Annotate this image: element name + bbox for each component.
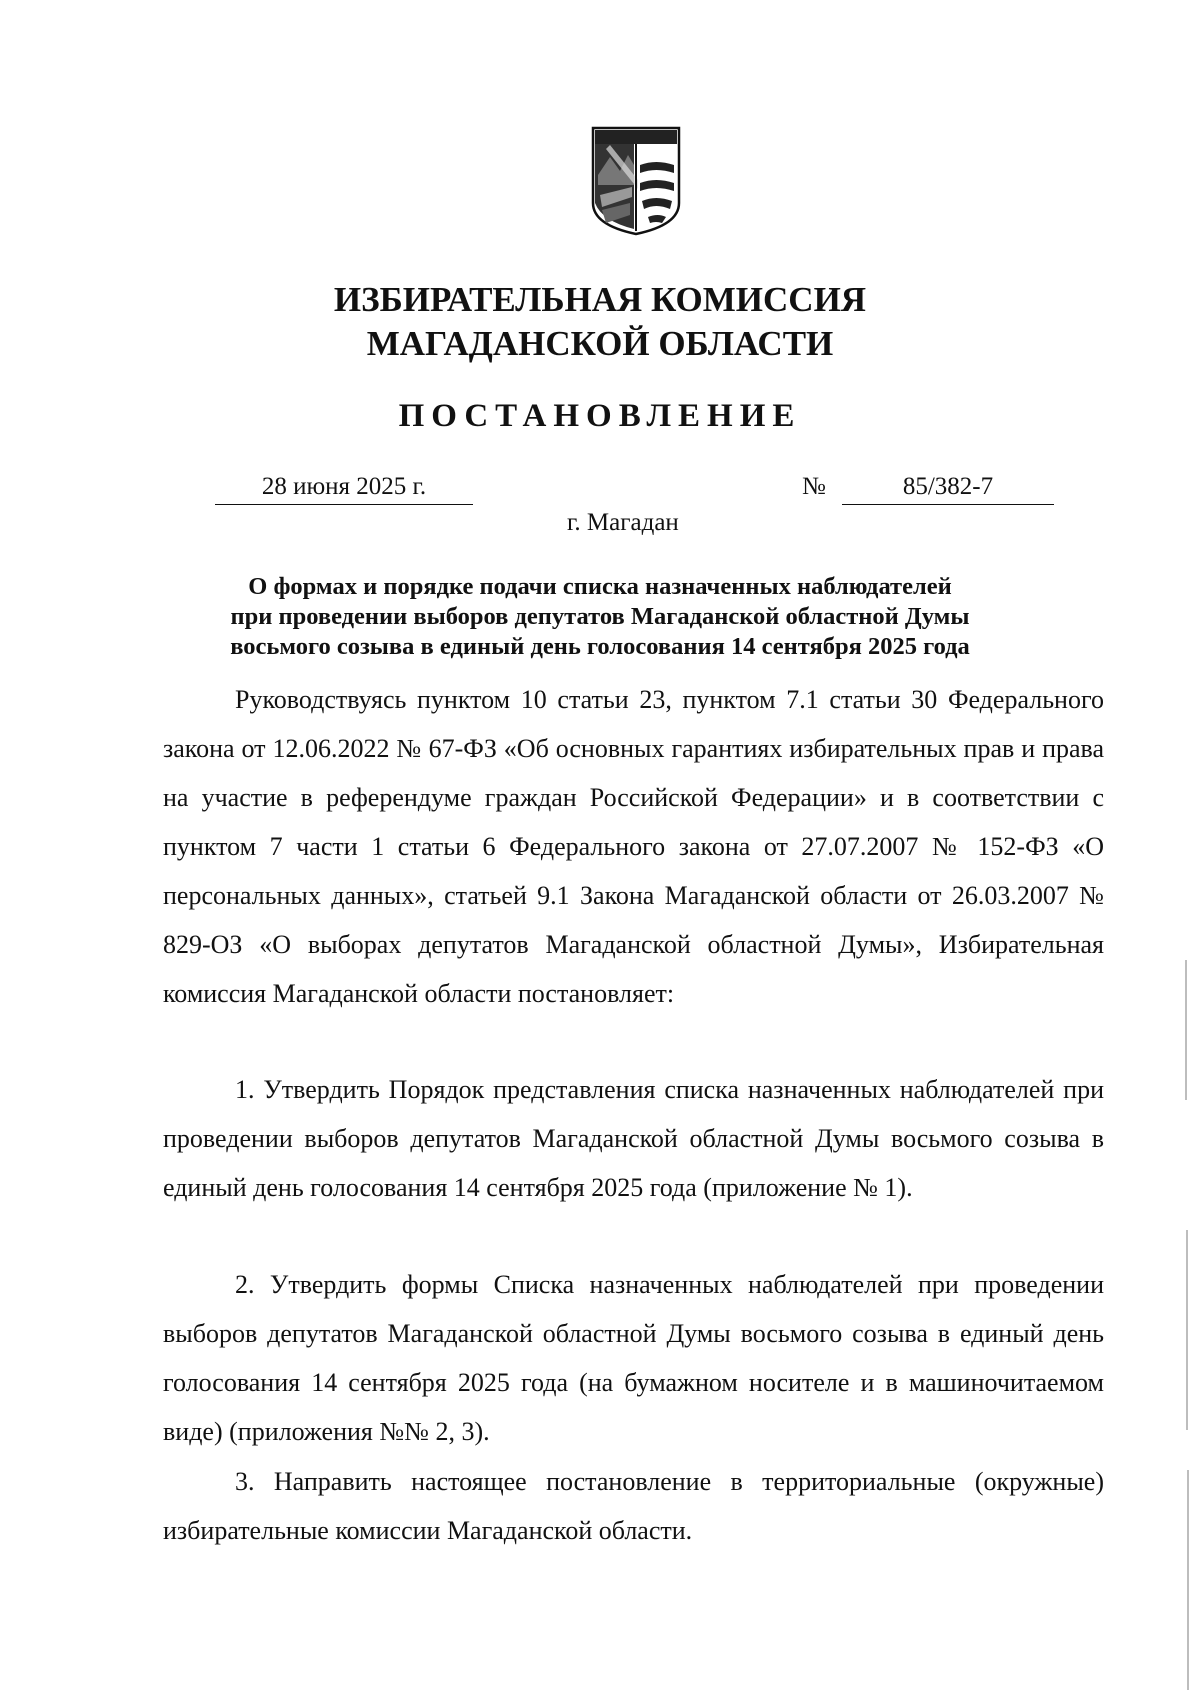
item-2-block [163, 1260, 1104, 1456]
subject-line2: при проведении выборов депутатов Магаданской областной Думы [230, 603, 970, 630]
item-2-paragraph: 2. Утвердить формы Списка назначенных наблюдателей при проведении выборов депутатов Магаданской областной Думы восьмого созыва в единый день голосования 14 сентября 2025 года (на бумажном носителе и в машиночитаемом виде) (приложения №№ 2, 3). [163, 1270, 1104, 1446]
item-3-paragraph: 3. Направить настоящее постановление в территориальные (окружные) избирательные комиссии Магаданской области. [163, 1467, 1104, 1545]
preamble-paragraph: Руководствуясь пунктом 10 статьи 23, пунктом 7.1 статьи 30 Федерального закона от 12.06.2022 № 67-ФЗ «Об основных гарантиях избирательных прав и права на участие в референдуме граждан Российской Федерации» и в соответствии с пунктом 7 части 1 статьи 6 Федерального закона от 27.07.2007 № 152-ФЗ «О персональных данных», статьей 9.1 Закона Магаданской области от 26.03.2007 № 829-ОЗ «О выборах депутатов Магаданской областной Думы», Избирательная комиссия Магаданской области постановляет: [163, 685, 1104, 1008]
coat-of-arms-icon [590, 125, 682, 237]
document-type: ПОСТАНОВЛЕНИЕ [398, 398, 802, 434]
item-1-paragraph: 1. Утвердить Порядок представления списка назначенных наблюдателей при проведении выборов депутатов Магаданской областной Думы восьмого созыва в единый день голосования 14 сентября 2025 года (приложение № 1). [163, 1075, 1104, 1202]
item-1-block [163, 1065, 1104, 1212]
item-3-block [163, 1457, 1104, 1555]
scan-edge-mark [1186, 1230, 1188, 1430]
document-number: 85/382-7 [842, 472, 1054, 505]
document-city: г. Магадан [567, 509, 679, 536]
document-subject [160, 572, 1040, 662]
subject-line3: восьмого созыва в единый день голосования 14 сентября 2025 года [230, 633, 970, 660]
org-title-line2: МАГАДАНСКОЙ ОБЛАСТИ [366, 324, 834, 363]
scan-edge-mark [1185, 960, 1187, 1100]
scan-edge-mark [1187, 1470, 1189, 1690]
preamble-block [163, 675, 1104, 1018]
document-date: 28 июня 2025 г. [215, 472, 473, 505]
number-sign: № [802, 473, 826, 500]
subject-line1: О формах и порядке подачи списка назначенных наблюдателей [248, 573, 952, 600]
org-title-line1: ИЗБИРАТЕЛЬНАЯ КОМИССИЯ [333, 280, 867, 319]
